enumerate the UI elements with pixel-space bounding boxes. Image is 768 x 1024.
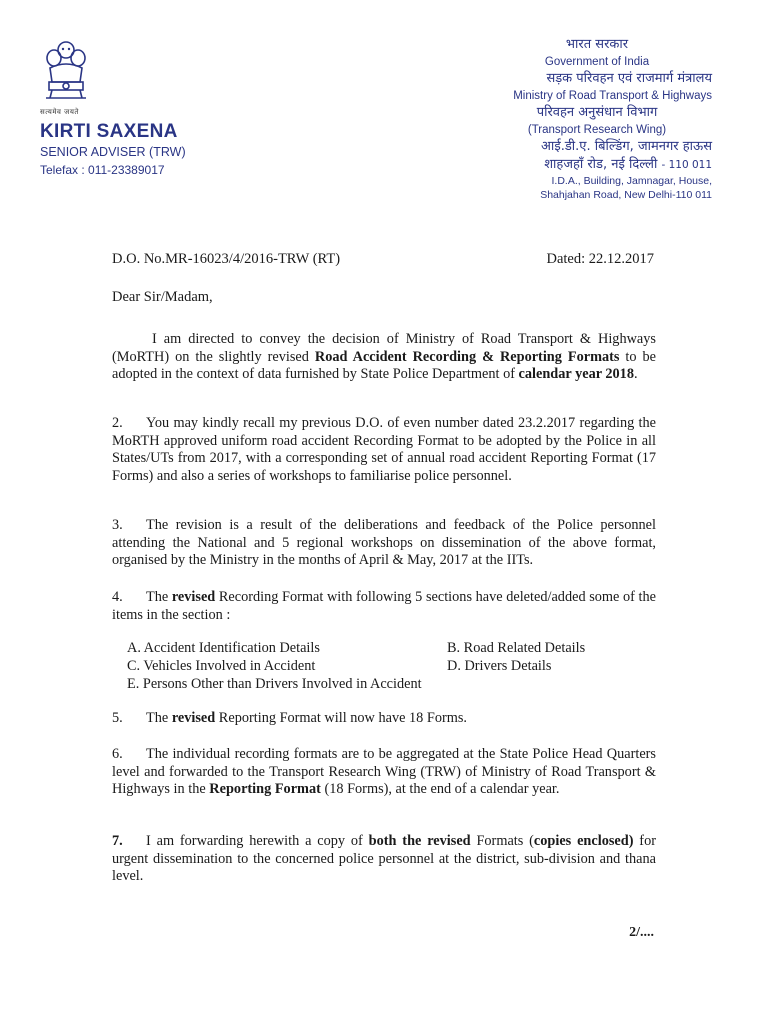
paragraph-7: 7. I am forwarding herewith a copy of both the revised Formats (copies enclosed) for urgent dissemination to the concerned police personnel at the district, sub-division and thana level. [112,833,656,884]
address-english-2: Shahjahan Road, New Delhi-110 011 [540,189,712,201]
paragraph-number: 5. [112,710,123,726]
emblem-motto: सत्यमेव जयते [40,108,79,116]
paragraph-number: 7. [112,833,123,849]
list-item: D. Drivers Details [447,658,552,674]
paragraph-1: I am directed to convey the decision of Ministry of Road Transport & Highways (MoRTH) on the slightly revised Road Accident Recording & Reporting Formats to be adopted in the context of data furnished by State Police Department of calendar year 2018. [112,331,657,382]
sections-list [127,639,647,693]
list-item: E. Persons Other than Drivers Involved in Accident [127,676,422,692]
ministry-english: Ministry of Road Transport & Highways [513,90,712,102]
bold-phrase: calendar year 2018 [518,366,634,382]
sender-telefax: Telefax : 011-23389017 [40,163,165,177]
wing-hindi: परिवहन अनुसंधान विभाग [536,105,658,120]
government-address-block [412,36,712,202]
address-hindi-1: आई.डी.ए. बिल्डिंग, जामनगर हाऊस [541,139,712,154]
do-number: D.O. No.MR-16023/4/2016-TRW (RT) [112,251,341,267]
paragraph-2: 2. You may kindly recall my previous D.O. of even number dated 23.2.2017 regarding the MoRTH approved uniform road accident Recording Format to be adopted by the Police in all States/UTs from 2017, with a corresponding set of annual road accident Reporting Format (17 Forms) and also a series of workshops to familiarise police personnel. [112,415,656,484]
bold-phrase: revised [171,589,216,605]
bold-phrase: Reporting Format [209,781,321,797]
address-hindi-2: शाहजहाँ रोड, नई दिल्ली [544,157,658,172]
govt-english: Government of India [544,56,650,68]
sender-name: KIRTI SAXENA [40,121,178,142]
paragraph-3: 3. The revision is a result of the deliberations and feedback of the Police personnel attending the National and 5 regional workshops on dissemination of the above format, organised by the Ministry in the months of April & May, 2017 at the IITs. [112,517,656,568]
national-emblem-icon [40,38,92,118]
paragraph-number: 6. [112,746,123,762]
bold-phrase: revised [171,710,216,726]
letter-date: Dated: 22.12.2017 [546,251,654,267]
list-item: C. Vehicles Involved in Accident [127,658,316,674]
wing-english: (Transport Research Wing) [527,124,667,136]
list-item: B. Road Related Details [447,640,586,656]
ministry-hindi: सड़क परिवहन एवं राजमार्ग मंत्रालय [546,71,712,86]
paragraph-number: 3. [112,517,123,533]
bold-phrase: both the revised [368,833,471,849]
address-pin: - 110 011 [661,159,712,171]
reference-row [112,251,654,268]
paragraph-5: 5. The revised Reporting Format will now have 18 Forms. [112,710,468,726]
paragraph-6: 6. The individual recording formats are to be aggregated at the State Police Head Quarters level and forwarded to the Transport Research Wing (TRW) of Ministry of Road Transport & Highways in the Reporting Format (18 Forms), at the end of a calendar year. [112,746,656,797]
sender-title: SENIOR ADVISER (TRW) [40,145,186,159]
page-continuation-marker: 2/.... [629,925,654,940]
govt-hindi: भारत सरकार [565,37,629,52]
bold-phrase: copies enclosed) [533,833,634,849]
salutation: Dear Sir/Madam, [112,289,213,305]
paragraph-number: 2. [112,415,123,431]
bold-phrase: Road Accident Recording & Reporting Formats [314,348,620,365]
paragraph-number: 4. [112,589,123,605]
paragraph-4: 4. The revised Recording Format with following 5 sections have deleted/added some of the items in the section : [112,589,656,623]
list-item: A. Accident Identification Details [127,640,320,656]
sender-block [40,108,186,177]
address-english-1: I.D.A., Building, Jamnagar, House, [551,175,712,187]
